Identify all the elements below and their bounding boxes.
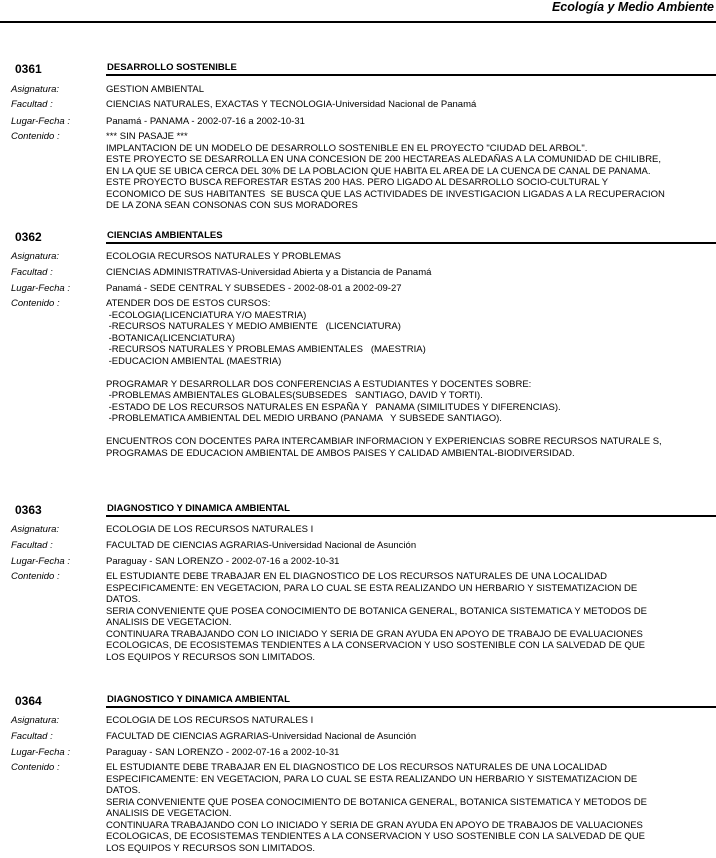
record-title: DIAGNOSTICO Y DINAMICA AMBIENTAL	[107, 503, 290, 514]
contenido-line: ENCUENTROS CON DOCENTES PARA INTERCAMBIAR INFORMACION Y EXPERIENCIAS SOBRE RECURSOS NATURALE S,	[106, 436, 662, 447]
asignatura-label: Asignatura:	[11, 84, 60, 95]
record-title-rule	[106, 74, 716, 76]
asignatura-value: GESTION AMBIENTAL	[106, 84, 205, 95]
contenido-line: -RECURSOS NATURALES Y MEDIO AMBIENTE (LICENCIATURA)	[106, 321, 401, 332]
lugar-fecha-label: Lugar-Fecha :	[11, 116, 70, 127]
contenido-label: Contenido :	[11, 571, 60, 582]
contenido-line: ESPECIFICAMENTE: EN VEGETACION, PARA LO CUAL SE ESTA REALIZANDO UN HERBARIO Y SISTEMATIZACION DE	[106, 582, 638, 594]
contenido-value	[106, 298, 716, 459]
contenido-line: SERIA CONVENIENTE QUE POSEA CONOCIMIENTO DE BOTANICA GENERAL, BOTANICA SISTEMATICA Y METODOS DE	[106, 796, 647, 808]
asignatura-label: Asignatura:	[11, 715, 60, 726]
contenido-line: -EDUCACION AMBIENTAL (MAESTRIA)	[106, 355, 282, 367]
contenido-line: -ECOLOGIA(LICENCIATURA Y/O MAESTRIA)	[106, 309, 307, 321]
contenido-line: PROGRAMAS DE EDUCACION AMBIENTAL DE AMBOS PAISES Y CALIDAD AMBIENTAL-BIODIVERSIDAD.	[106, 447, 575, 459]
facultad-label: Facultad :	[11, 99, 53, 110]
asignatura-value: ECOLOGIA RECURSOS NATURALES Y PROBLEMAS	[106, 251, 341, 262]
page-header-rule	[0, 21, 716, 23]
facultad-label: Facultad :	[11, 540, 53, 551]
contenido-line: -BOTANICA(LICENCIATURA)	[106, 332, 235, 344]
contenido-line: DATOS.	[106, 594, 141, 605]
facultad-label: Facultad :	[11, 267, 53, 278]
contenido-line: -PROBLEMATICA AMBIENTAL DEL MEDIO URBANO (PANAMA Y SUBSEDE SANTIAGO).	[106, 413, 502, 424]
contenido-line: ANALISIS DE VEGETACION.	[106, 808, 232, 819]
contenido-line: CONTINUARA TRABAJANDO CON LO INICIADO Y SERIA DE GRAN AYUDA EN APOYO DE TRABAJO DE EVALUACIONES	[106, 628, 643, 640]
contenido-line: -RECURSOS NATURALES Y PROBLEMAS AMBIENTALES (MAESTRIA)	[106, 344, 426, 355]
record-number: 0362	[15, 230, 42, 244]
asignatura-label: Asignatura:	[11, 524, 60, 535]
facultad-value: CIENCIAS ADMINISTRATIVAS-Universidad Abierta y a Distancia de Panamá	[106, 267, 432, 278]
contenido-line: ANALISIS DE VEGETACION.	[106, 617, 232, 628]
record-title-rule	[106, 242, 716, 244]
contenido-value	[106, 131, 716, 212]
record-title-rule	[106, 515, 716, 517]
record-title: DIAGNOSTICO Y DINAMICA AMBIENTAL	[107, 694, 290, 705]
lugar-fecha-label: Lugar-Fecha :	[11, 283, 70, 294]
lugar-fecha-value: Panamá - PANAMA - 2002-07-16 a 2002-10-31	[106, 116, 305, 127]
record-title: DESARROLLO SOSTENIBLE	[107, 62, 237, 73]
contenido-line: EN LA QUE SE UBICA CERCA DEL 30% DE LA POBLACION QUE HABITA EL AREA DE LA CUENCA DE CANAL DE PANAMA.	[106, 165, 651, 177]
contenido-line: ATENDER DOS DE ESTOS CURSOS:	[106, 298, 271, 309]
contenido-line: EL ESTUDIANTE DEBE TRABAJAR EN EL DIAGNOSTICO DE LOS RECURSOS NATURALES DE UNA LOCALIDAD	[106, 571, 607, 582]
contenido-line: LOS EQUIPOS Y RECURSOS SON LIMITADOS.	[106, 842, 316, 854]
contenido-line: LOS EQUIPOS Y RECURSOS SON LIMITADOS.	[106, 651, 316, 663]
record-number: 0363	[15, 503, 42, 517]
contenido-line: -PROBLEMAS AMBIENTALES GLOBALES(SUBSEDES SANTIAGO, DAVID Y TORTI).	[106, 390, 483, 401]
facultad-value: CIENCIAS NATURALES, EXACTAS Y TECNOLOGIA-Universidad Nacional de Panamá	[106, 99, 477, 110]
page-header-title: Ecología y Medio Ambiente	[551, 0, 714, 14]
contenido-line: EL ESTUDIANTE DEBE TRABAJAR EN EL DIAGNOSTICO DE LOS RECURSOS NATURALES DE UNA LOCALIDAD	[106, 762, 607, 773]
contenido-line: ECONOMICO DE SUS HABITANTES SE BUSCA QUE LAS ACTIVIDADES DE INVESTIGACION LIGADAS A LA RECUPERACION	[106, 188, 665, 200]
asignatura-value: ECOLOGIA DE LOS RECURSOS NATURALES I	[106, 524, 314, 535]
record-title-rule	[106, 706, 716, 708]
contenido-line: ECOLOGICAS, DE ECOSISTEMAS TENDIENTES A LA CONSERVACION Y USO SOSTENIBLE CON LA SALVEDAD DE QUE	[106, 831, 646, 842]
contenido-label: Contenido :	[11, 762, 60, 773]
contenido-label: Contenido :	[11, 131, 60, 142]
lugar-fecha-label: Lugar-Fecha :	[11, 556, 70, 567]
facultad-label: Facultad :	[11, 731, 53, 742]
lugar-fecha-value: Panamá - SEDE CENTRAL Y SUBSEDES - 2002-08-01 a 2002-09-27	[106, 283, 402, 294]
contenido-line: DATOS.	[106, 785, 141, 796]
contenido-value	[106, 762, 716, 854]
asignatura-label: Asignatura:	[11, 251, 60, 262]
contenido-line: SERIA CONVENIENTE QUE POSEA CONOCIMIENTO DE BOTANICA GENERAL, BOTANICA SISTEMATICA Y METODOS DE	[106, 605, 647, 617]
contenido-line: ESTE PROYECTO BUSCA REFORESTAR ESTAS 200 HAS. PERO LIGADO AL DESARROLLO SOCIO-CULTURAL Y	[106, 177, 609, 188]
contenido-line: *** SIN PASAJE ***	[106, 131, 188, 142]
contenido-line: IMPLANTACION DE UN MODELO DE DESARROLLO SOSTENIBLE EN EL PROYECTO "CIUDAD DEL ARBOL".	[106, 142, 588, 154]
contenido-blank-line	[106, 425, 716, 437]
contenido-line: CONTINUARA TRABAJANDO CON LO INICIADO Y SERIA DE GRAN AYUDA EN APOYO DE TRABAJOS DE VALUACIONES	[106, 819, 643, 831]
contenido-line: PROGRAMAR Y DESARROLLAR DOS CONFERENCIAS A ESTUDIANTES Y DOCENTES SOBRE:	[106, 378, 532, 390]
contenido-line: ECOLOGICAS, DE ECOSISTEMAS TENDIENTES A LA CONSERVACION Y USO SOSTENIBLE CON LA SALVEDAD DE QUE	[106, 640, 646, 651]
contenido-blank-line	[106, 367, 716, 379]
contenido-label: Contenido :	[11, 298, 60, 309]
contenido-line: -ESTADO DE LOS RECURSOS NATURALES EN ESPAÑA Y PANAMA (SIMILITUDES Y DIFERENCIAS).	[106, 401, 561, 413]
contenido-line: ESPECIFICAMENTE: EN VEGETACION, PARA LO CUAL SE ESTA REALIZANDO UN HERBARIO Y SISTEMATIZACION DE	[106, 773, 638, 785]
lugar-fecha-value: Paraguay - SAN LORENZO - 2002-07-16 a 2002-10-31	[106, 747, 340, 758]
lugar-fecha-value: Paraguay - SAN LORENZO - 2002-07-16 a 2002-10-31	[106, 556, 340, 567]
record-number: 0361	[15, 62, 42, 76]
contenido-line: DE LA ZONA SEAN CONSONAS CON SUS MORADORES	[106, 200, 358, 211]
asignatura-value: ECOLOGIA DE LOS RECURSOS NATURALES I	[106, 715, 314, 726]
facultad-value: FACULTAD DE CIENCIAS AGRARIAS-Universidad Nacional de Asunción	[106, 731, 417, 742]
facultad-value: FACULTAD DE CIENCIAS AGRARIAS-Universidad Nacional de Asunción	[106, 540, 417, 551]
record-number: 0364	[15, 694, 42, 708]
record-title: CIENCIAS AMBIENTALES	[107, 230, 223, 241]
lugar-fecha-label: Lugar-Fecha :	[11, 747, 70, 758]
contenido-line: ESTE PROYECTO SE DESARROLLA EN UNA CONCESION DE 200 HECTAREAS ALEDAÑAS A LA COMUNIDAD DE CHILIBRE,	[106, 154, 662, 165]
contenido-value	[106, 571, 716, 663]
